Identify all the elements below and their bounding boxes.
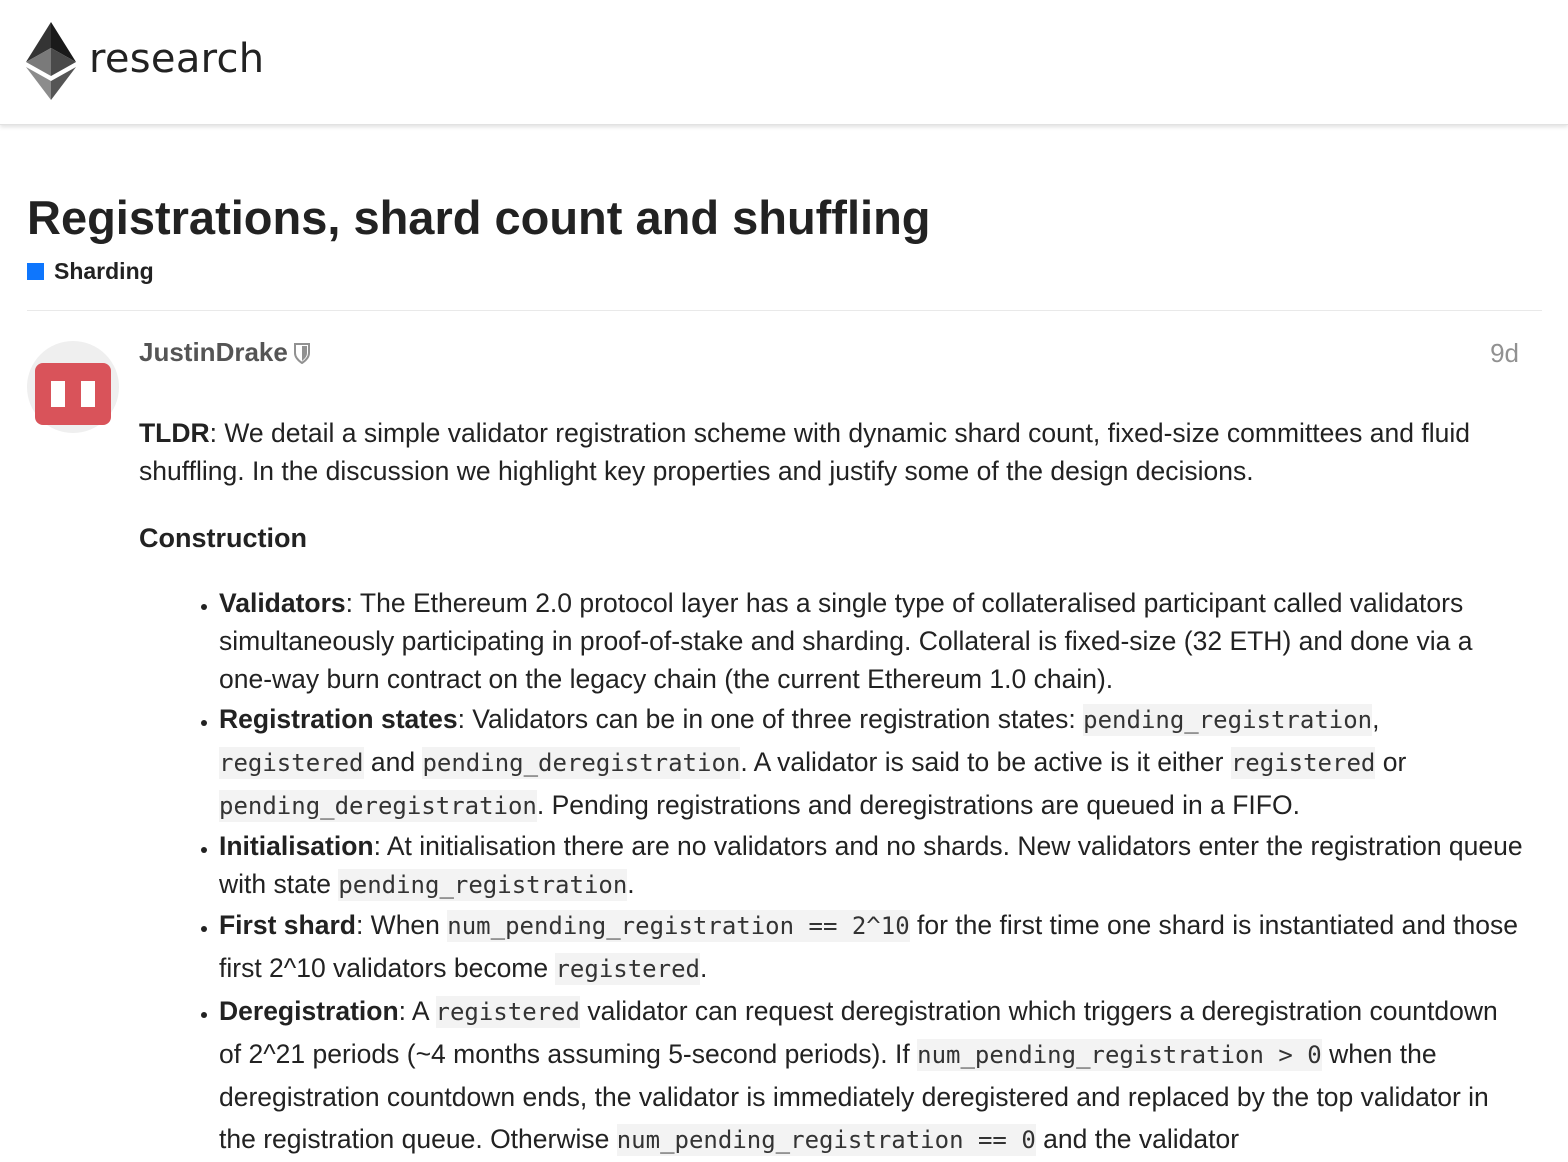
inline-code: registered <box>219 749 364 777</box>
item-label: Initialisation <box>219 831 374 861</box>
site-name[interactable]: research <box>89 36 265 82</box>
item-text: and the validator <box>1035 1124 1240 1154</box>
tldr-text: : We detail a simple validator registration scheme with dynamic shard count, fixed-size committees and fluid shuffling. In the discussion we highlight key properties and justify some of the design decisions. <box>139 418 1470 486</box>
category-name: Sharding <box>54 258 154 284</box>
item-label: First shard <box>219 910 356 940</box>
post-age[interactable]: 9d <box>1490 338 1519 368</box>
item-text: : The Ethereum 2.0 protocol layer has a single type of collateralised participant called validators simultaneously participating in proof-of-stake and sharding. Collateral is fixed-size (32 ETH) and done via a one-way burn contract on the legacy chain (the current Ethereum 1.0 chain). <box>219 588 1473 694</box>
item-text: for the first time one shard is instantiated and those first 2^10 validators become <box>219 910 1519 983</box>
avatar-icon[interactable] <box>27 341 119 433</box>
item-text: and <box>363 747 423 777</box>
item-text: . Pending registrations and deregistrations are queued in a FIFO. <box>536 790 1300 820</box>
item-label: Deregistration <box>219 996 399 1026</box>
item-text: . <box>627 869 635 899</box>
item-text: : When <box>355 910 448 940</box>
inline-code: num_pending_registration > 0 <box>917 1041 1322 1069</box>
inline-code: num_pending_registration == 0 <box>616 1126 1036 1154</box>
item-text: validator can request deregistration which triggers a deregistration countdown of 2^21 periods (~4 months assuming 5-second periods). If <box>219 996 1498 1069</box>
list-item <box>219 904 1524 990</box>
tldr-label: TLDR <box>139 418 210 448</box>
ethereum-diamond-icon[interactable] <box>26 22 76 100</box>
item-label: Registration states <box>219 704 458 734</box>
item-text: : Validators can be in one of three registration states: <box>457 704 1084 734</box>
item-text: . <box>699 953 708 983</box>
divider <box>27 310 1542 311</box>
inline-code: registered <box>435 998 580 1026</box>
list-item <box>219 827 1524 904</box>
item-text: or <box>1375 747 1407 777</box>
inline-code: pending_registration <box>338 871 628 899</box>
site-header <box>0 0 1568 125</box>
author-name[interactable]: JustinDrake <box>139 337 288 367</box>
item-text: : At initialisation there are no validators and no shards. New validators enter the registration queue with state <box>219 831 1523 899</box>
inline-code: pending_registration <box>1083 706 1373 734</box>
inline-code: pending_deregistration <box>422 749 741 777</box>
item-text: : A <box>398 996 436 1026</box>
inline-code: registered <box>555 955 700 983</box>
item-text: when the deregistration countdown ends, the validator is immediately deregistered and replaced by the top validator in the registration queue. Otherwise <box>219 1039 1489 1154</box>
tldr-paragraph <box>139 414 1524 490</box>
item-label: Validators <box>219 588 346 618</box>
list-item <box>219 990 1524 1161</box>
inline-code: pending_deregistration <box>219 792 537 820</box>
item-text: . A validator is said to be active is it either <box>740 747 1231 777</box>
item-text: , <box>1372 704 1380 734</box>
post-body <box>139 414 1524 1161</box>
inline-code: num_pending_registration == 2^10 <box>447 912 910 940</box>
construction-list <box>139 584 1524 1161</box>
post-author[interactable] <box>139 337 311 368</box>
inline-code: registered <box>1230 749 1376 777</box>
list-item <box>219 584 1524 698</box>
section-heading: Construction <box>139 523 307 553</box>
shield-icon <box>293 342 311 364</box>
topic-title[interactable]: Registrations, shard count and shuffling <box>27 191 931 244</box>
category-badge[interactable] <box>27 258 154 285</box>
list-item <box>219 698 1524 827</box>
category-color-swatch <box>27 263 44 280</box>
